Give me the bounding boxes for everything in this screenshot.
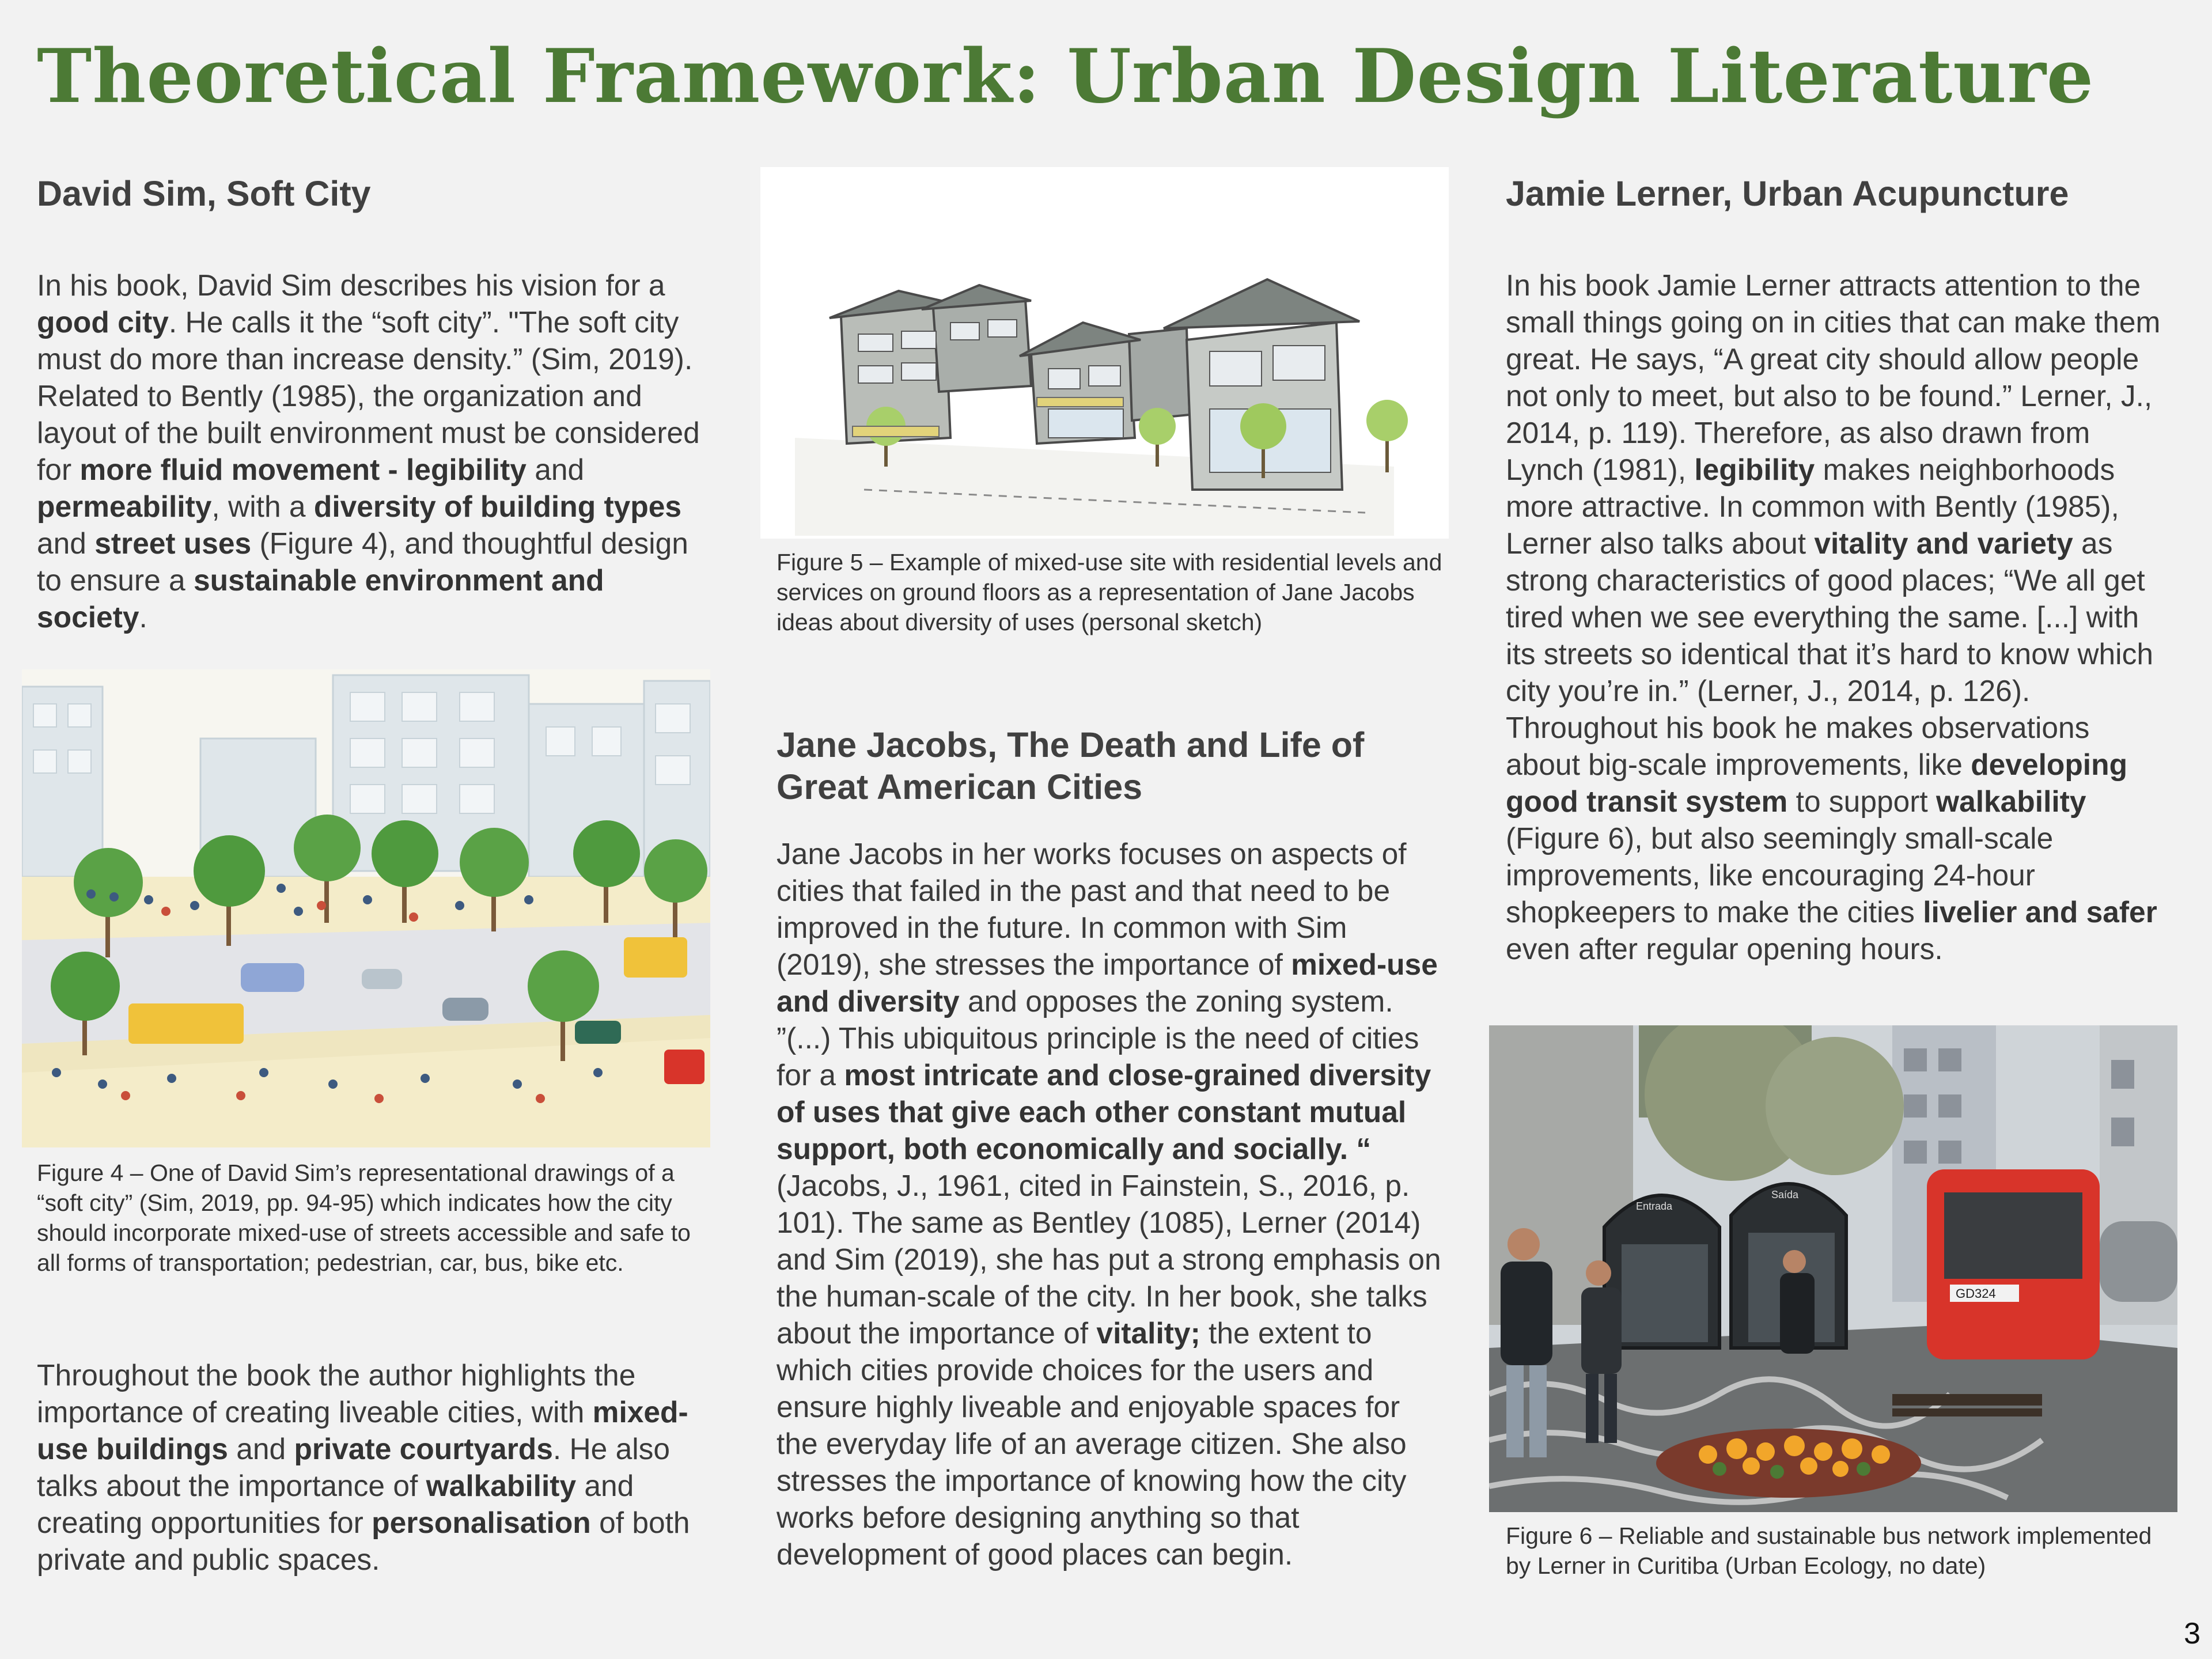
emphasis-text: mixed-use buildings (37, 1395, 688, 1465)
text-run: (Figure 4), and thoughtful design to ensure a (37, 527, 688, 597)
text-run: makes neighborhoods more attractive. In common with Bently (1985), Lerner also talks about (1506, 453, 2119, 560)
text-run: and (526, 453, 585, 486)
figure-6-caption-wrap (1506, 1521, 2162, 1581)
bus-number: GD324 (1956, 1286, 1996, 1301)
emphasis-text: sustainable environment and society (37, 563, 604, 634)
text-run: . He also talks about the importance of (37, 1432, 671, 1502)
emphasis-text: street uses (94, 527, 252, 560)
page-number: 3 (2184, 1617, 2200, 1650)
text-run: , with a (211, 490, 314, 523)
emphasis-text: permeability (37, 490, 212, 523)
text-run: In his book Jamie Lerner attracts attention to the small things going on in cities that can make them great. He says, “A great city should allow people not only to meet, but also to be found.” Lerner, J., 2014, p. 119). Therefore, as also drawn from Lynch (1981), (1506, 268, 2161, 486)
text-run: as strong characteristics of good places; “We all get tired when we see everything the same. [...] with its streets so identical that it’s hard to know which city you’re in.” (Lerner, J., 2014, p. 126). Throughout his book he makes observations about big-scale improvements, like (1506, 527, 2153, 781)
mixed-use-sketch-illustration (760, 167, 1449, 539)
text-run: the extent to which cities provide choices for the users and ensure highly liveable and enjoyable spaces for the everyday life of an average citizen. She also stresses the importance of knowing how the city works before designing anything so that development of good places can begin. (777, 1316, 1407, 1571)
text-run: and (228, 1432, 294, 1465)
emphasis-text: developing good transit system (1506, 748, 2128, 818)
emphasis-text: private courtyards (294, 1432, 553, 1465)
jane-jacobs-paragraph-wrap (777, 835, 1445, 1573)
curitiba-tube-station-illustration (1489, 1025, 2177, 1512)
emphasis-text: mixed-use and diversity (777, 948, 1438, 1018)
sign-entrada: Entrada (1636, 1200, 1673, 1212)
text-run: to support (1787, 785, 1937, 818)
jamie-lerner-paragraph (1506, 267, 2162, 967)
text-run: Throughout the book the author highlights the importance of creating liveable cities, with (37, 1358, 636, 1429)
emphasis-text: legibility (1694, 453, 1815, 486)
emphasis-text: good city (37, 305, 169, 339)
text-run: even after regular opening hours. (1506, 932, 1943, 965)
figure-5-caption-wrap (777, 547, 1445, 637)
figure-4-caption-wrap (37, 1158, 717, 1278)
emphasis-text: diversity of building types (313, 490, 681, 523)
figure-6-caption: Figure 6 – Reliable and sustainable bus network implemented by Lerner in Curitiba (Urban Ecology, no date) (1506, 1522, 2152, 1579)
emphasis-text: livelier and safer (1923, 895, 2157, 929)
figure-4-caption: Figure 4 – One of David Sim’s representational drawings of a “soft city” (Sim, 2019, pp. 94-95) which indicates how the city should incorporate mixed-use of streets accessible and safe to all forms of transportation; pedestrian, car, bus, bike etc. (37, 1160, 691, 1276)
emphasis-text: vitality; (1096, 1316, 1200, 1350)
heading-jane-jacobs: Jane Jacobs, The Death and Life of Great American Cities (777, 725, 1365, 806)
section-david-sim (37, 173, 717, 215)
text-run: In his book, David Sim describes his vision for a (37, 268, 665, 302)
sign-saida: Saída (1771, 1189, 1799, 1200)
figure-5-caption: Figure 5 – Example of mixed-use site with residential levels and services on ground floors as a representation of Jane Jacobs ideas about diversity of uses (personal sketch) (777, 549, 1442, 635)
text-run: of both private and public spaces. (37, 1506, 690, 1576)
emphasis-text: more fluid movement - legibility (79, 453, 527, 486)
emphasis-text: walkability (1936, 785, 2086, 818)
emphasis-text: vitality and variety (1814, 527, 2073, 560)
david-sim-paragraph-1 (37, 267, 717, 635)
text-run: and creating opportunities for (37, 1469, 634, 1539)
jane-jacobs-paragraph (777, 835, 1445, 1573)
figure-6-curitiba-bus-photo (1489, 1025, 2177, 1512)
page-title: Theoretical Framework: Urban Design Literature (37, 33, 2094, 120)
figure-5-mixed-use-sketch (760, 167, 1449, 539)
text-run: (Figure 6), but also seemingly small-scale improvements, like encouraging 24-hour shopkeepers to make the cities (1506, 821, 2054, 929)
emphasis-text: most intricate and close-grained diversity of uses that give each other constant mutual support, both economically and socially. “ (777, 1058, 1431, 1165)
text-run: and opposes the zoning system. ”(...) This ubiquitous principle is the need of cities for a (777, 984, 1419, 1092)
text-run: Jane Jacobs in her works focuses on aspects of cities that failed in the past and that need to be improved in the future. In common with Sim (2019), she stresses the importance of (777, 837, 1407, 981)
section-jane-jacobs (777, 724, 1422, 808)
emphasis-text: walkability (426, 1469, 577, 1502)
heading-jamie-lerner: Jamie Lerner, Urban Acupuncture (1506, 174, 2069, 213)
david-sim-paragraph-2-wrap (37, 1357, 717, 1578)
soft-city-illustration (22, 669, 710, 1147)
david-sim-paragraph-1-wrap (37, 267, 717, 635)
text-run: (Jacobs, J., 1961, cited in Fainstein, S., 2016, p. 101). The same as Bentley (1085), Lerner (2014) and Sim (2019), she has put a strong emphasis on the human-scale of the city. In her book, she talks about the importance of (777, 1169, 1441, 1350)
text-run: and (37, 527, 95, 560)
text-run: . He calls it the “soft city”. "The soft city must do more than increase density.” (Sim, 2019). Related to Bently (1985), the organization and layout of the built environment must be considered for (37, 305, 700, 486)
heading-david-sim: David Sim, Soft City (37, 174, 371, 213)
text-run: . (139, 600, 147, 634)
section-jamie-lerner (1506, 173, 2162, 215)
jamie-lerner-paragraph-wrap (1506, 267, 2162, 967)
emphasis-text: personalisation (372, 1506, 591, 1539)
david-sim-paragraph-2 (37, 1357, 717, 1578)
figure-4-soft-city-drawing (22, 669, 710, 1147)
